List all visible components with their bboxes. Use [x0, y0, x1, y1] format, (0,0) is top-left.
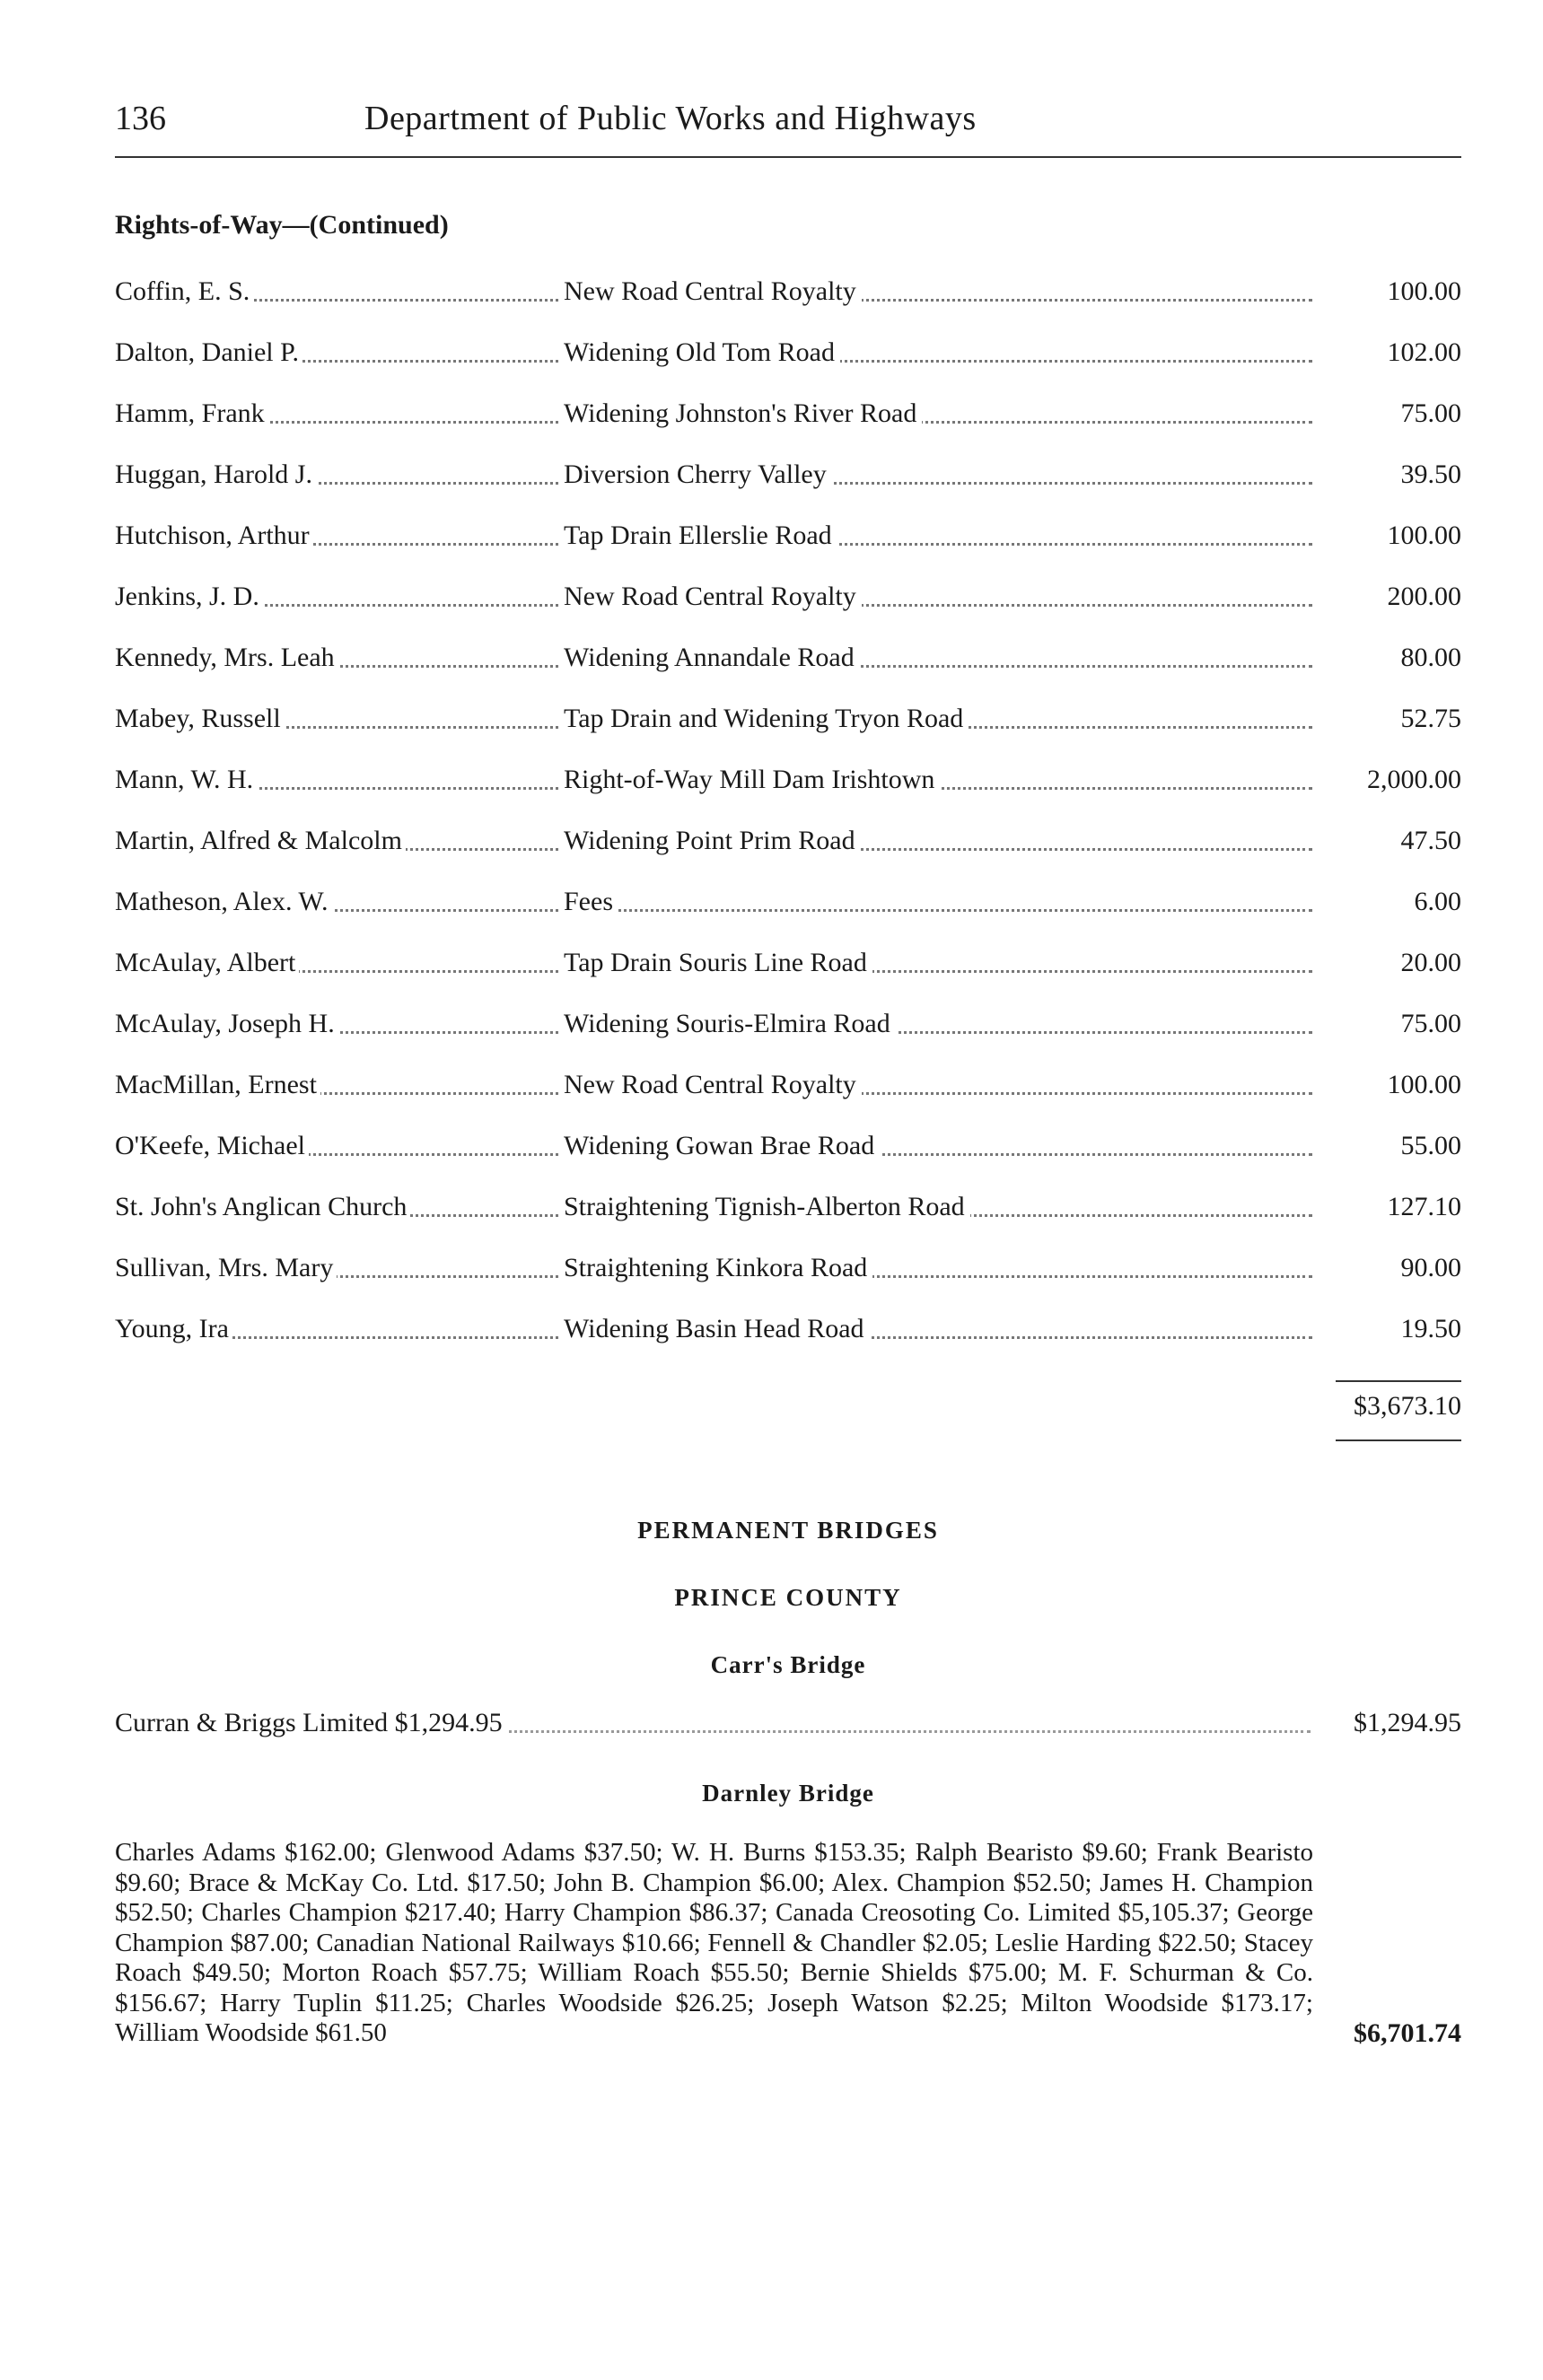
purpose-cell	[564, 765, 1318, 795]
payee-cell	[115, 765, 564, 795]
purpose-text: Widening Souris-Elmira Road	[564, 1009, 896, 1038]
table-row	[115, 337, 1461, 398]
amount-cell: 100.00	[1387, 276, 1461, 306]
purpose-text: Widening Johnston's River Road	[564, 398, 922, 428]
purpose-cell	[564, 1070, 1318, 1100]
table-row	[115, 521, 1461, 582]
purpose-text: Diversion Cherry Valley	[564, 459, 832, 489]
purpose-text: New Road Central Royalty	[564, 1070, 862, 1099]
darnley-bridge-amount: $6,701.74	[1354, 2018, 1461, 2048]
payee-cell	[115, 1131, 564, 1161]
purpose-cell	[564, 887, 1318, 917]
payee-cell	[115, 337, 564, 368]
purpose-cell	[564, 1009, 1318, 1039]
payee-name: Coffin, E. S.	[115, 276, 253, 306]
payee-name: MacMillan, Ernest	[115, 1070, 320, 1099]
amount-cell: 127.10	[1387, 1192, 1461, 1221]
payee-cell	[115, 1314, 564, 1344]
table-row	[115, 704, 1461, 765]
purpose-cell	[564, 643, 1318, 673]
running-header	[115, 99, 1461, 158]
page-title: Department of Public Works and Highways	[364, 100, 977, 137]
payee-cell	[115, 643, 564, 673]
table-row	[115, 948, 1461, 1009]
amount-cell: 47.50	[1400, 826, 1461, 855]
table-row	[115, 582, 1461, 643]
payee-cell	[115, 582, 564, 612]
payee-name: Martin, Alfred & Malcolm	[115, 826, 406, 855]
payee-name: Jenkins, J. D.	[115, 582, 263, 611]
payee-name: McAulay, Albert	[115, 948, 299, 977]
payee-name: Hamm, Frank	[115, 398, 268, 428]
document-page	[115, 99, 1461, 2049]
purpose-text: New Road Central Royalty	[564, 276, 862, 306]
amount-cell: 75.00	[1400, 398, 1461, 428]
amount-cell: 100.00	[1387, 521, 1461, 550]
payee-cell	[115, 276, 564, 307]
payee-name: St. John's Anglican Church	[115, 1192, 410, 1221]
table-row	[115, 276, 1461, 337]
payee-cell	[115, 1070, 564, 1100]
table-row	[115, 459, 1461, 521]
amount-cell: 55.00	[1400, 1131, 1461, 1160]
darnley-bridge-payees: Charles Adams $162.00; Glenwood Adams $37.50; W. H. Burns $153.35; Ralph Bearisto $9.60; Frank Bearisto $9.60; Brace & McKay Co. Ltd. $17.50; John B. Champion $6.00; Alex. Champion $52.50; James H. Champion $52.50; Charles Champion $217.40; Harry Champion $86.37; Canada Creosoting Co. Limited $5,105.37; George Champion $87.00; Canadian National Railways $10.66; Fennell & Chandler $2.05; Leslie Harding $22.50; Stacey Roach $49.50; Morton Roach $57.75; William Roach $55.50; Bernie Shields $75.00; M. F. Schurman & Co. $156.67; Harry Tuplin $11.25; Charles Woodside $26.25; Joseph Watson $2.25; Milton Woodside $173.17; William Woodside $61.50	[115, 1838, 1313, 2047]
permanent-bridges-heading: PERMANENT BRIDGES	[637, 1517, 939, 1544]
purpose-cell	[564, 948, 1318, 978]
purpose-text: Tap Drain and Widening Tryon Road	[564, 704, 969, 733]
purpose-cell	[564, 1131, 1318, 1161]
amount-cell: 75.00	[1400, 1009, 1461, 1038]
table-row	[115, 398, 1461, 459]
purpose-text: Tap Drain Ellerslie Road	[564, 521, 837, 550]
payee-cell	[115, 459, 564, 490]
payee-name: Sullivan, Mrs. Mary	[115, 1253, 337, 1282]
amount-cell: 20.00	[1400, 948, 1461, 977]
table-row	[115, 1070, 1461, 1131]
purpose-cell	[564, 276, 1318, 307]
amount-cell: 2,000.00	[1367, 765, 1461, 794]
darnley-bridge-entry	[115, 1838, 1461, 2049]
payee-name: McAulay, Joseph H.	[115, 1009, 338, 1038]
payee-name: Kennedy, Mrs. Leah	[115, 643, 338, 672]
carrs-bridge-entry	[115, 1708, 1461, 1738]
county-heading: PRINCE COUNTY	[674, 1584, 902, 1611]
payee-cell	[115, 1253, 564, 1283]
purpose-text: Straightening Tignish-Alberton Road	[564, 1192, 970, 1221]
purpose-cell	[564, 459, 1318, 490]
table-row	[115, 765, 1461, 826]
carrs-bridge-heading: Carr's Bridge	[710, 1651, 866, 1678]
table-row	[115, 1131, 1461, 1192]
section-total: $3,673.10	[1336, 1380, 1461, 1441]
amount-cell: 102.00	[1387, 337, 1461, 367]
table-row	[115, 887, 1461, 948]
purpose-cell	[564, 826, 1318, 856]
table-row	[115, 1009, 1461, 1070]
purpose-text: Widening Old Tom Road	[564, 337, 840, 367]
payee-name: Dalton, Daniel P.	[115, 337, 302, 367]
payee-cell	[115, 948, 564, 978]
darnley-bridge-heading: Darnley Bridge	[702, 1780, 874, 1807]
total-row	[115, 1380, 1461, 1441]
page-number: 136	[115, 100, 166, 137]
table-row	[115, 643, 1461, 704]
payee-name: Hutchison, Arthur	[115, 521, 313, 550]
amount-cell: 90.00	[1400, 1253, 1461, 1282]
amount-cell: 39.50	[1400, 459, 1461, 489]
amount-cell: 52.75	[1400, 704, 1461, 733]
purpose-text: Straightening Kinkora Road	[564, 1253, 872, 1282]
payee-name: O'Keefe, Michael	[115, 1131, 309, 1160]
payee-cell	[115, 704, 564, 734]
rights-of-way-table	[115, 276, 1461, 1375]
purpose-cell	[564, 582, 1318, 612]
purpose-text: Widening Annandale Road	[564, 643, 860, 672]
table-row	[115, 1253, 1461, 1314]
section-heading: Rights-of-Way—(Continued)	[115, 210, 449, 240]
purpose-text: New Road Central Royalty	[564, 582, 862, 611]
purpose-text: Widening Point Prim Road	[564, 826, 861, 855]
payee-name: Young, Ira	[115, 1314, 232, 1343]
purpose-text: Right-of-Way Mill Dam Irishtown	[564, 765, 940, 794]
purpose-cell	[564, 1314, 1318, 1344]
table-row	[115, 1192, 1461, 1253]
purpose-cell	[564, 1253, 1318, 1283]
payee-cell	[115, 1009, 564, 1039]
payee-name: Huggan, Harold J.	[115, 459, 316, 489]
purpose-cell	[564, 337, 1318, 368]
amount-cell: 80.00	[1400, 643, 1461, 672]
purpose-cell	[564, 521, 1318, 551]
payee-name: Mabey, Russell	[115, 704, 285, 733]
purpose-text: Widening Gowan Brae Road	[564, 1131, 880, 1160]
purpose-cell	[564, 704, 1318, 734]
payee-cell	[115, 1192, 564, 1222]
purpose-text: Fees	[564, 887, 618, 916]
purpose-cell	[564, 398, 1318, 429]
table-row	[115, 1314, 1461, 1375]
table-row	[115, 826, 1461, 887]
payee-name: Matheson, Alex. W.	[115, 887, 332, 916]
purpose-cell	[564, 1192, 1318, 1222]
carrs-bridge-amount: $1,294.95	[1354, 1708, 1461, 1737]
payee-cell	[115, 521, 564, 551]
payee-cell	[115, 826, 564, 856]
payee-name: Mann, W. H.	[115, 765, 257, 794]
amount-cell: 19.50	[1400, 1314, 1461, 1343]
purpose-text: Tap Drain Souris Line Road	[564, 948, 872, 977]
amount-cell: 6.00	[1414, 887, 1461, 916]
carrs-bridge-payee: Curran & Briggs Limited $1,294.95	[115, 1708, 508, 1737]
amount-cell: 200.00	[1387, 582, 1461, 611]
payee-cell	[115, 398, 564, 429]
amount-cell: 100.00	[1387, 1070, 1461, 1099]
payee-cell	[115, 887, 564, 917]
purpose-text: Widening Basin Head Road	[564, 1314, 870, 1343]
